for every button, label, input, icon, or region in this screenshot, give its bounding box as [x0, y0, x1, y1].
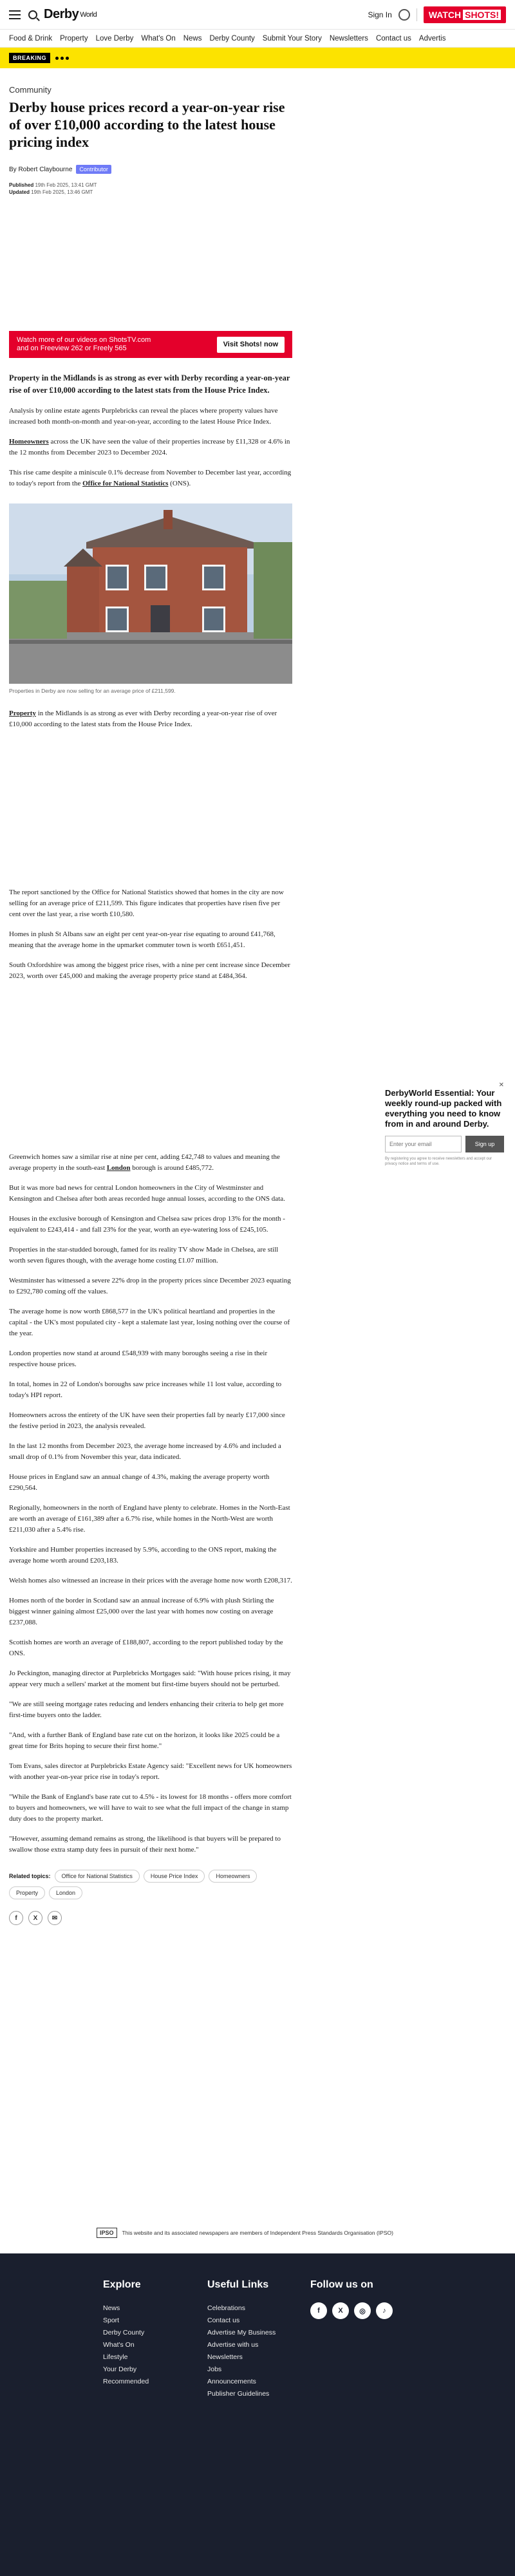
footer-link[interactable]: Advertise with us	[207, 2341, 259, 2349]
topic-tag[interactable]: Office for National Statistics	[55, 1870, 140, 1883]
updated-date: 19th Feb 2025, 13:46 GMT	[31, 189, 93, 195]
footer-link[interactable]: Recommended	[103, 2378, 149, 2385]
topic-tag[interactable]: Homeowners	[209, 1870, 257, 1883]
paragraph: The average home is now worth £868,577 in the UK's political heartland and properties in the capital - the UK's most populated city - kept a stalemate last year, losing nothing over the course of the year.	[9, 1308, 290, 1337]
paragraph: Jo Peckington, managing director at Purplebricks Mortgages said: "With house prices rising, it may appear very much a sellers' market at the moment but first-time buyers should not be perturbed.	[9, 1669, 291, 1688]
shots-banner-line2: and on Freeview 262 or Freely 565	[17, 344, 127, 352]
newsletter-title: DerbyWorld Essential: Your weekly round-up packed with everything you need to know from in and around Derby.	[385, 1088, 502, 1129]
paragraph: London properties now stand at around £548,939 with many boroughs seeing a rise in their respective house prices.	[9, 1349, 268, 1368]
nav-item-love-derby[interactable]: Love Derby	[95, 34, 134, 42]
article-dates	[9, 182, 292, 196]
paragraph: Houses in the exclusive borough of Kensington and Chelsea saw prices drop 13% for the month - equivalent to £243,414 - and fall 23% for the year, worth an eye-watering loss of £245,105.	[9, 1215, 285, 1234]
author-name[interactable]: By Robert Claybourne	[9, 165, 73, 173]
paragraph: Tom Evans, sales director at Purplebricks Estate Agency said: "Excellent news for UK homeowners with another year-on-year price rise in today's report.	[9, 1762, 292, 1781]
user-icon[interactable]	[398, 9, 410, 21]
topic-tag[interactable]: London	[49, 1886, 82, 1899]
top-bar	[0, 0, 515, 30]
paragraph-text: in the Midlands is as strong as ever with Derby recording a year-on-year rise of over £10,000 according to the latest stats from the House Price Index.	[9, 710, 277, 728]
related-topics	[9, 1870, 292, 1899]
paragraph: Scottish homes are worth an average of £188,807, according to the report published today by the ONS.	[9, 1639, 283, 1657]
menu-icon[interactable]	[9, 10, 21, 19]
ons-link[interactable]: Office for National Statistics	[82, 480, 169, 487]
paragraph: "We are still seeing mortgage rates reducing and lenders enhancing their criteria to help get more first-time buyers onto the ladder.	[9, 1700, 284, 1719]
article-headline: Derby house prices record a year-on-year rise of over £10,000 according to the latest house pricing index	[9, 99, 285, 150]
facebook-icon[interactable]: f	[310, 2302, 327, 2319]
shots-banner[interactable]	[9, 331, 292, 358]
footer-link[interactable]: Sport	[103, 2317, 120, 2324]
footer-link[interactable]: News	[103, 2304, 120, 2312]
nav-item-contact[interactable]: Contact us	[375, 34, 411, 42]
nav-item-advertise[interactable]: Advertis	[418, 34, 446, 42]
watch-shots-button[interactable]	[424, 6, 506, 23]
ipso-notice	[97, 2228, 393, 2238]
paragraph-text: across the UK have seen the value of their properties increase by £11,328 or 4.6% in the 12 months from December 2023 to December 2024.	[9, 438, 290, 456]
published-label: Published	[9, 182, 34, 188]
shots-brand: SHOTS!	[463, 10, 501, 20]
byline	[9, 165, 292, 174]
topic-tag[interactable]: House Price Index	[144, 1870, 205, 1883]
newsletter-signup	[385, 1082, 504, 1167]
footer-link[interactable]: Jobs	[207, 2365, 222, 2373]
paragraph: But it was more bad news for central London homeowners in the City of Westminster and Kensington and Chelsea after both areas recorded huge annual losses, according to the ONS data.	[9, 1184, 285, 1203]
paragraph-text: (ONS).	[168, 480, 191, 487]
paragraph: In total, homes in 22 of London's boroughs saw price increases while 11 lost value, according to today's HPI report.	[9, 1380, 282, 1399]
tiktok-icon[interactable]: ♪	[376, 2302, 393, 2319]
breaking-dots-icon	[55, 57, 69, 60]
email-share-icon[interactable]: ✉	[48, 1911, 62, 1925]
paragraph: "While the Bank of England's base rate cut to 4.5% - its lowest for 18 months - offers more comfort to buyers and homeowners, we will have to wait to see what the full impact of the change in stamp duty does to the property market.	[9, 1793, 292, 1823]
footer-explore	[103, 2279, 149, 2388]
paragraph: South Oxfordshire was among the biggest price rises, with a nine per cent increase since December 2023, worth over £45,000 and making the average property price stand at £484,364.	[9, 961, 290, 980]
published-date: 19th Feb 2025, 13:41 GMT	[35, 182, 97, 188]
footer-link[interactable]: Derby County	[103, 2329, 145, 2336]
email-field[interactable]: Enter your email	[385, 1136, 462, 1152]
paragraph: "However, assuming demand remains as strong, the likelihood is that buyers will be prepared to swallow those extra stamp duty fees in pursuit of their next home."	[9, 1835, 281, 1854]
footer-link[interactable]: Your Derby	[103, 2365, 137, 2373]
instagram-icon[interactable]: ◎	[354, 2302, 371, 2319]
paragraph: Homes north of the border in Scotland saw an annual increase of 6.9% with plush Stirling the biggest winner gaining almost £25,000 over the last year with homes now costing on average £237,088.	[9, 1597, 274, 1626]
ipso-text: This website and its associated newspapers are members of Independent Press Standards Organisation (IPSO)	[122, 2230, 393, 2236]
paragraph-text: borough is around £485,772.	[130, 1164, 214, 1172]
paragraph	[9, 437, 292, 458]
nav-item-news[interactable]: News	[183, 34, 202, 42]
ad-slot	[9, 196, 292, 331]
logo-suffix: World	[80, 10, 97, 19]
ipso-logo[interactable]: IPSO	[97, 2228, 117, 2238]
paragraph: House prices in England saw an annual change of 4.3%, making the average property worth £290,564.	[9, 1473, 270, 1492]
nav-item-submit-story[interactable]: Submit Your Story	[262, 34, 322, 42]
paragraph: Homes in plush St Albans saw an eight per cent year-on-year rise equating to around £41,768, meaning that the average home in the upmarket commuter town is worth £651,451.	[9, 930, 276, 949]
paragraph	[9, 1152, 292, 1174]
x-icon[interactable]: X	[332, 2302, 349, 2319]
nav-item-food-drink[interactable]: Food & Drink	[9, 34, 53, 42]
shots-banner-line1: Watch more of our videos on ShotsTV.com	[17, 336, 151, 344]
site-footer	[0, 2253, 515, 2576]
footer-link[interactable]: Newsletters	[207, 2353, 243, 2361]
breaking-tag: BREAKING	[9, 53, 50, 63]
paragraph: Westminster has witnessed a severe 22% drop in the property prices since December 2023 equating to £292,780 coming off the values.	[9, 1277, 291, 1295]
search-icon[interactable]	[28, 10, 37, 19]
contributor-badge: Contributor	[76, 165, 111, 174]
updated-label: Updated	[9, 189, 30, 195]
main-nav	[0, 30, 515, 48]
nav-item-property[interactable]: Property	[60, 34, 88, 42]
site-logo[interactable]	[44, 7, 97, 22]
facebook-share-icon[interactable]: f	[9, 1911, 23, 1925]
footer-follow-title: Follow us on	[310, 2279, 373, 2290]
paragraph: Properties in the star-studded borough, famed for its reality TV show Made in Chelsea, are still worth seven figures though, with the average home costing £1.07 million.	[9, 1246, 279, 1264]
logo-text: Derby	[44, 7, 79, 21]
nav-item-newsletters[interactable]: Newsletters	[329, 34, 368, 42]
paragraph	[9, 708, 292, 730]
paragraph: Yorkshire and Humber properties increased by 5.9%, according to the ONS report, making the average home worth around £203,183.	[9, 1546, 277, 1565]
london-link[interactable]: London	[106, 1164, 131, 1172]
house-photo[interactable]	[9, 503, 292, 684]
nav-item-whats-on[interactable]: What's On	[141, 34, 176, 42]
share-bar	[9, 1911, 292, 1925]
related-topics-label: Related topics:	[9, 1873, 51, 1879]
ad-slot	[9, 982, 292, 1143]
footer-link[interactable]: What's On	[103, 2341, 135, 2349]
paragraph-text: This rise came despite a miniscule 0.1% decrease from November to December last year, according to today's report from the	[9, 469, 292, 487]
x-share-icon[interactable]: X	[28, 1911, 42, 1925]
paragraph: In the last 12 months from December 2023, the average home increased by 4.6% and included a small drop of 0.1% from November this year, data indicated.	[9, 1442, 281, 1461]
topic-tag[interactable]: Property	[9, 1886, 45, 1899]
sign-up-button[interactable]: Sign up	[465, 1136, 504, 1152]
photo-caption: Properties in Derby are now selling for an average price of £211,599.	[9, 688, 176, 694]
paragraph: The report sanctioned by the Office for National Statistics showed that homes in the city are now selling for an average price of £211,599. This figure indicates that properties have risen five per cent over the last year, a rise worth £10,580.	[9, 888, 284, 918]
footer-link[interactable]: Announcements	[207, 2378, 256, 2385]
article	[9, 85, 292, 1925]
article-lead: Property in the Midlands is as strong as ever with Derby recording a year-on-year rise of over £10,000 according to the latest stats from the House Price Index.	[9, 373, 290, 395]
footer-link[interactable]: Publisher Guidelines	[207, 2390, 270, 2398]
breaking-bar[interactable]	[0, 48, 515, 68]
paragraph-text: Greenwich homes saw a similar rise at nine per cent, adding £42,748 to values and meaning the average property in the south-east	[9, 1153, 280, 1172]
footer-link[interactable]: Contact us	[207, 2317, 240, 2324]
close-icon[interactable]: ✕	[498, 1082, 504, 1089]
paragraph	[9, 467, 292, 489]
paragraph: Welsh homes also witnessed an increase in their prices with the average home now worth £208,317.	[9, 1577, 292, 1584]
footer-link[interactable]: Celebrations	[207, 2304, 245, 2312]
footer-explore-title: Explore	[103, 2279, 141, 2290]
footer-useful-title: Useful Links	[207, 2279, 269, 2290]
sign-in-link[interactable]: Sign In	[368, 10, 392, 19]
property-link[interactable]: Property	[9, 710, 36, 717]
paragraph: Regionally, homeowners in the north of England have plenty to celebrate. Homes in the North-East are worth an average of £161,389 after a 6.7% rise, while homes in the North-West are worth £211,030 after a 5.4% rise.	[9, 1504, 290, 1534]
homeowners-link[interactable]: Homeowners	[9, 438, 49, 446]
paragraph: Analysis by online estate agents Purplebricks can reveal the places where property values have increased both month-on-month and year-on-year, according to the latest House Price Index.	[9, 407, 278, 426]
ad-slot	[9, 730, 292, 878]
paragraph: Homeowners across the entirety of the UK have seen their properties fall by nearly £17,000 since the festive period in 2023, the analysis revealed.	[9, 1411, 285, 1430]
footer-link[interactable]: Advertise My Business	[207, 2329, 276, 2336]
nav-item-derby-county[interactable]: Derby County	[209, 34, 255, 42]
paragraph: "And, with a further Bank of England base rate cut on the horizon, it looks like 2025 could be a great time for Brits hoping to secure their first home."	[9, 1731, 280, 1750]
footer-follow	[310, 2279, 393, 2319]
visit-shots-button[interactable]: Visit Shots! now	[217, 337, 285, 353]
footer-link[interactable]: Lifestyle	[103, 2353, 128, 2361]
footer-useful-links	[207, 2279, 276, 2400]
newsletter-terms: By registering you agree to receive newsletters and accept our privacy notice and terms of use.	[385, 1157, 492, 1166]
article-category[interactable]: Community	[9, 85, 52, 95]
watch-label: WATCH	[428, 9, 462, 20]
house-photo-illustration	[9, 503, 292, 684]
